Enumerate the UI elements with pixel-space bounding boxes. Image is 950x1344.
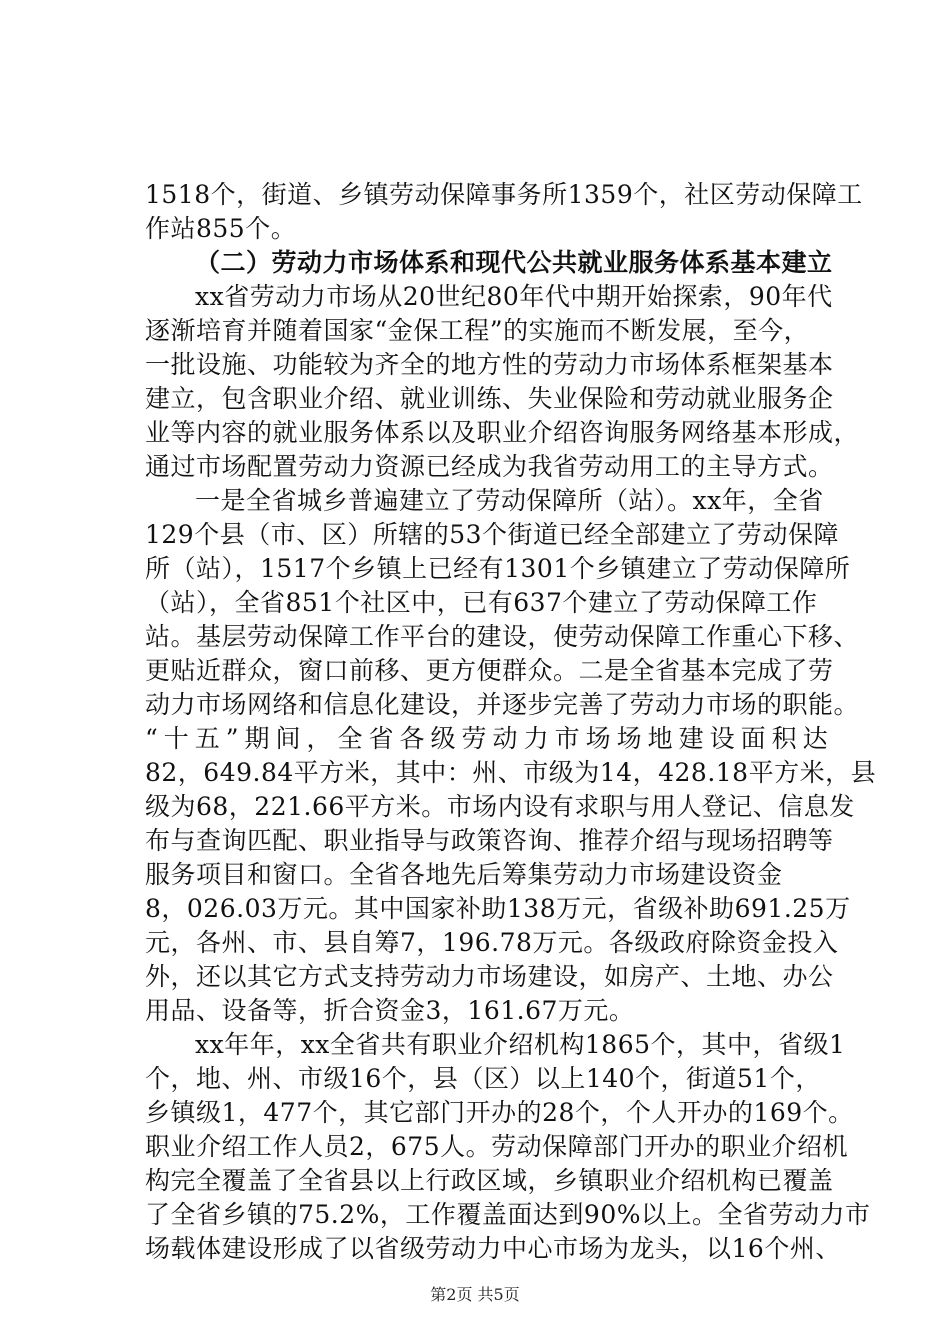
text-line: 外，还以其它方式支持劳动力市场建设，如房产、土地、办公 bbox=[145, 962, 834, 991]
text-line: 元，各州、市、县自筹7，196.78万元。各级政府除资金投入 bbox=[145, 928, 839, 957]
text-line: 布与查询匹配、职业指导与政策咨询、推荐介绍与现场招聘等 bbox=[145, 826, 834, 855]
text-line: 一批设施、功能较为齐全的地方性的劳动力市场体系框架基本 bbox=[145, 350, 834, 379]
text-line: 逐渐培育并随着国家“金保工程”的实施而不断发展，至今， bbox=[145, 316, 810, 345]
text-line: 级为68，221.66平方米。市场内设有求职与用人登记、信息发 bbox=[145, 792, 855, 821]
text-line: 职业介绍工作人员2，675人。劳动保障部门开办的职业介绍机 bbox=[145, 1132, 849, 1161]
text-line: 构完全覆盖了全省县以上行政区域，乡镇职业介绍机构已覆盖 bbox=[145, 1166, 834, 1195]
paragraph-start: xx省劳动力市场从20世纪80年代中期开始探索，90年代 bbox=[195, 282, 833, 311]
text-line: 建立，包含职业介绍、就业训练、失业保险和劳动就业服务企 bbox=[145, 384, 834, 413]
text-line: 场载体建设形成了以省级劳动力中心市场为龙头，以16个州、 bbox=[145, 1234, 841, 1263]
text-line: 乡镇级1，477个，其它部门开办的28个，个人开办的169个。 bbox=[145, 1098, 854, 1127]
text-line: 通过市场配置劳动力资源已经成为我省劳动用工的主导方式。 bbox=[145, 452, 834, 481]
section-heading: （二）劳动力市场体系和现代公共就业服务体系基本建立 bbox=[195, 248, 833, 277]
text-line: 所（站），1517个乡镇上已经有1301个乡镇建立了劳动保障所 bbox=[145, 554, 851, 583]
text-line: 个，地、州、市级16个，县（区）以上140个，街道51个， bbox=[145, 1064, 821, 1093]
text-line: 更贴近群众，窗口前移、更方便群众。二是全省基本完成了劳 bbox=[145, 656, 834, 685]
text-line: 129个县（市、区）所辖的53个街道已经全部建立了劳动保障 bbox=[145, 520, 840, 549]
text-line: 8，026.03万元。其中国家补助138万元，省级补助691.25万 bbox=[145, 894, 851, 923]
text-line: 服务项目和窗口。全省各地先后筹集劳动力市场建设资金 bbox=[145, 860, 783, 889]
text-line: 站。基层劳动保障工作平台的建设，使劳动保障工作重心下移、 bbox=[145, 622, 860, 651]
text-line: 82，649.84平方米，其中：州、市级为14，428.18平方米，县 bbox=[145, 758, 877, 787]
paragraph-start: 一是全省城乡普遍建立了劳动保障所（站）。xx年，全省 bbox=[195, 486, 824, 515]
body-text bbox=[145, 178, 877, 1266]
text-line: 动力市场网络和信息化建设，并逐步完善了劳动力市场的职能。 bbox=[145, 690, 860, 719]
text-line: 1518个，街道、乡镇劳动保障事务所1359个，社区劳动保障工 bbox=[145, 180, 863, 209]
text-line: 了全省乡镇的75.2%，工作覆盖面达到90%以上。全省劳动力市 bbox=[145, 1200, 871, 1229]
page-number: 第2页 共5页 bbox=[430, 1285, 520, 1304]
text-line: 业等内容的就业服务体系以及职业介绍咨询服务网络基本形成， bbox=[145, 418, 860, 447]
text-line: 作站855个。 bbox=[145, 214, 297, 243]
text-line: “十五”期间，全省各级劳动力市场场地建设面积达 bbox=[145, 724, 834, 753]
text-line: 用品、设备等，折合资金3，161.67万元。 bbox=[145, 996, 635, 1025]
paragraph-start: xx年年，xx全省共有职业介绍机构1865个，其中，省级1 bbox=[195, 1030, 846, 1059]
text-line: （站），全省851个社区中，已有637个建立了劳动保障工作 bbox=[145, 588, 818, 617]
page-footer bbox=[0, 1284, 950, 1306]
